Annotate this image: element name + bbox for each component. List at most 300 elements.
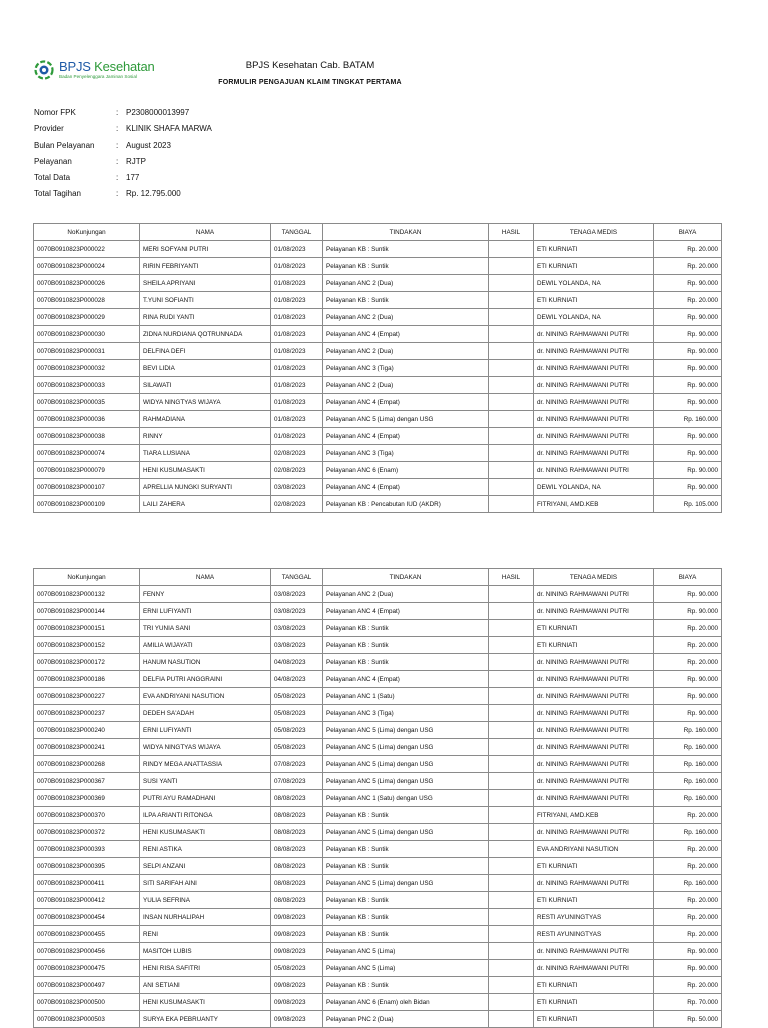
cell-tanggal: 09/08/2023 [271, 909, 323, 926]
cell-hasil [489, 326, 534, 343]
cell-tanggal: 01/08/2023 [271, 241, 323, 258]
cell-tenaga-medis: ETI KURNIATI [534, 977, 654, 994]
cell-tenaga-medis: RESTI AYUNINGTYAS [534, 926, 654, 943]
cell-hasil [489, 705, 534, 722]
cell-hasil [489, 909, 534, 926]
column-header-tindakan: TINDAKAN [323, 569, 489, 586]
cell-tanggal: 01/08/2023 [271, 292, 323, 309]
cell-no-kunjungan: 0070B0910823P000029 [34, 309, 140, 326]
cell-tanggal: 08/08/2023 [271, 824, 323, 841]
cell-nama: PUTRI AYU RAMADHANI [140, 790, 271, 807]
cell-biaya: Rp. 90.000 [654, 671, 722, 688]
cell-tenaga-medis: dr. NINING RAHMAWANI PUTRI [534, 343, 654, 360]
table-row [34, 790, 722, 807]
cell-no-kunjungan: 0070B0910823P000031 [34, 343, 140, 360]
table-row [34, 722, 722, 739]
table-header-row [34, 224, 722, 241]
cell-no-kunjungan: 0070B0910823P000369 [34, 790, 140, 807]
cell-hasil [489, 241, 534, 258]
table-row [34, 292, 722, 309]
cell-hasil [489, 292, 534, 309]
meta-value: 177 [126, 173, 140, 183]
table-row [34, 705, 722, 722]
cell-tindakan: Pelayanan ANC 5 (Lima) [323, 960, 489, 977]
meta-colon: : [116, 156, 119, 166]
column-header-tanggal: TANGGAL [271, 224, 323, 241]
cell-nama: HENI KUSUMASAKTI [140, 994, 271, 1011]
cell-hasil [489, 620, 534, 637]
cell-tindakan: Pelayanan ANC 4 (Empat) [323, 479, 489, 496]
table-row [34, 360, 722, 377]
cell-tindakan: Pelayanan KB : Suntik [323, 926, 489, 943]
table-row [34, 909, 722, 926]
cell-tenaga-medis: FITRIYANI, AMD.KEB [534, 496, 654, 513]
cell-tindakan: Pelayanan ANC 5 (Lima) dengan USG [323, 739, 489, 756]
cell-tanggal: 01/08/2023 [271, 343, 323, 360]
cell-tenaga-medis: dr. NINING RAHMAWANI PUTRI [534, 875, 654, 892]
cell-biaya: Rp. 20.000 [654, 909, 722, 926]
meta-label: Pelayanan [34, 156, 72, 166]
cell-hasil [489, 688, 534, 705]
cell-tenaga-medis: dr. NINING RAHMAWANI PUTRI [534, 756, 654, 773]
cell-hasil [489, 841, 534, 858]
cell-tanggal: 09/08/2023 [271, 994, 323, 1011]
claim-table-2 [33, 568, 722, 1028]
table-row [34, 943, 722, 960]
cell-tindakan: Pelayanan ANC 5 (Lima) dengan USG [323, 875, 489, 892]
column-header-no-kunjungan: NoKunjungan [34, 569, 140, 586]
cell-no-kunjungan: 0070B0910823P000038 [34, 428, 140, 445]
cell-tindakan: Pelayanan PNC 2 (Dua) [323, 1011, 489, 1028]
cell-tanggal: 08/08/2023 [271, 790, 323, 807]
column-header-nama: NAMA [140, 224, 271, 241]
table-row [34, 926, 722, 943]
table-row [34, 445, 722, 462]
cell-nama: LAILI ZAHERA [140, 496, 271, 513]
cell-tindakan: Pelayanan ANC 5 (Lima) [323, 943, 489, 960]
table-row [34, 892, 722, 909]
cell-tenaga-medis: dr. NINING RAHMAWANI PUTRI [534, 360, 654, 377]
cell-no-kunjungan: 0070B0910823P000370 [34, 807, 140, 824]
cell-tanggal: 08/08/2023 [271, 892, 323, 909]
cell-hasil [489, 343, 534, 360]
cell-tindakan: Pelayanan ANC 5 (Lima) dengan USG [323, 773, 489, 790]
cell-no-kunjungan: 0070B0910823P000036 [34, 411, 140, 428]
meta-value: P2308000013997 [126, 108, 190, 117]
meta-row [34, 189, 212, 205]
cell-nama: HANUM NASUTION [140, 654, 271, 671]
cell-hasil [489, 394, 534, 411]
cell-nama: SILAWATI [140, 377, 271, 394]
cell-tenaga-medis: ETI KURNIATI [534, 892, 654, 909]
meta-row [34, 157, 212, 173]
cell-tenaga-medis: dr. NINING RAHMAWANI PUTRI [534, 428, 654, 445]
column-header-biaya: BIAYA [654, 569, 722, 586]
cell-tindakan: Pelayanan ANC 3 (Tiga) [323, 445, 489, 462]
cell-hasil [489, 377, 534, 394]
cell-no-kunjungan: 0070B0910823P000132 [34, 586, 140, 603]
table-row [34, 275, 722, 292]
meta-value: KLINIK SHAFA MARWA [126, 124, 212, 134]
column-header-hasil: HASIL [489, 224, 534, 241]
meta-label: Provider [34, 124, 64, 134]
meta-colon: : [116, 108, 119, 117]
cell-no-kunjungan: 0070B0910823P000032 [34, 360, 140, 377]
cell-no-kunjungan: 0070B0910823P000074 [34, 445, 140, 462]
table-row [34, 637, 722, 654]
cell-no-kunjungan: 0070B0910823P000475 [34, 960, 140, 977]
cell-no-kunjungan: 0070B0910823P000240 [34, 722, 140, 739]
cell-hasil [489, 926, 534, 943]
table-row [34, 377, 722, 394]
cell-biaya: Rp. 160.000 [654, 739, 722, 756]
table-row [34, 586, 722, 603]
logo-wordmark: BPJS Kesehatan [59, 59, 155, 74]
table-row [34, 326, 722, 343]
cell-tindakan: Pelayanan ANC 4 (Empat) [323, 394, 489, 411]
cell-tanggal: 03/08/2023 [271, 479, 323, 496]
cell-biaya: Rp. 90.000 [654, 343, 722, 360]
cell-hasil [489, 637, 534, 654]
cell-tenaga-medis: ETI KURNIATI [534, 241, 654, 258]
cell-tanggal: 02/08/2023 [271, 445, 323, 462]
cell-no-kunjungan: 0070B0910823P000035 [34, 394, 140, 411]
cell-hasil [489, 654, 534, 671]
cell-no-kunjungan: 0070B0910823P000503 [34, 1011, 140, 1028]
cell-biaya: Rp. 90.000 [654, 377, 722, 394]
cell-tanggal: 05/08/2023 [271, 722, 323, 739]
meta-label: Bulan Pelayanan [34, 140, 95, 150]
cell-hasil [489, 807, 534, 824]
table-row [34, 739, 722, 756]
cell-tenaga-medis: dr. NINING RAHMAWANI PUTRI [534, 394, 654, 411]
cell-biaya: Rp. 20.000 [654, 637, 722, 654]
cell-biaya: Rp. 90.000 [654, 326, 722, 343]
cell-tenaga-medis: ETI KURNIATI [534, 637, 654, 654]
cell-nama: DELFINA DEFI [140, 343, 271, 360]
table-row [34, 654, 722, 671]
cell-tanggal: 03/08/2023 [271, 620, 323, 637]
meta-label: Total Tagihan [34, 189, 81, 199]
cell-biaya: Rp. 90.000 [654, 462, 722, 479]
table-row [34, 807, 722, 824]
cell-no-kunjungan: 0070B0910823P000372 [34, 824, 140, 841]
cell-tindakan: Pelayanan ANC 1 (Satu) [323, 688, 489, 705]
table-row [34, 841, 722, 858]
meta-colon: : [116, 140, 119, 150]
cell-tanggal: 04/08/2023 [271, 654, 323, 671]
cell-tanggal: 09/08/2023 [271, 943, 323, 960]
cell-tanggal: 05/08/2023 [271, 688, 323, 705]
cell-tindakan: Pelayanan ANC 3 (Tiga) [323, 705, 489, 722]
cell-tanggal: 05/08/2023 [271, 705, 323, 722]
table-row [34, 688, 722, 705]
cell-hasil [489, 858, 534, 875]
table-row [34, 858, 722, 875]
cell-nama: DELFIA PUTRI ANGGRAINI [140, 671, 271, 688]
meta-row [34, 173, 212, 189]
cell-tenaga-medis: DEWIL YOLANDA, NA [534, 479, 654, 496]
cell-tenaga-medis: dr. NINING RAHMAWANI PUTRI [534, 739, 654, 756]
cell-tindakan: Pelayanan KB : Suntik [323, 292, 489, 309]
table-row [34, 824, 722, 841]
cell-biaya: Rp. 90.000 [654, 688, 722, 705]
cell-tindakan: Pelayanan ANC 4 (Empat) [323, 326, 489, 343]
meta-colon: : [116, 124, 119, 134]
cell-nama: DEDEH SA'ADAH [140, 705, 271, 722]
cell-biaya: Rp. 160.000 [654, 756, 722, 773]
cell-no-kunjungan: 0070B0910823P000393 [34, 841, 140, 858]
table-row [34, 671, 722, 688]
cell-biaya: Rp. 90.000 [654, 705, 722, 722]
cell-biaya: Rp. 70.000 [654, 994, 722, 1011]
cell-biaya: Rp. 160.000 [654, 824, 722, 841]
table-row [34, 394, 722, 411]
cell-tenaga-medis: dr. NINING RAHMAWANI PUTRI [534, 326, 654, 343]
cell-tindakan: Pelayanan ANC 4 (Empat) [323, 428, 489, 445]
cell-biaya: Rp. 90.000 [654, 943, 722, 960]
cell-tanggal: 01/08/2023 [271, 428, 323, 445]
cell-hasil [489, 496, 534, 513]
branch-title: BPJS Kesehatan Cab. BATAM [245, 60, 375, 71]
cell-no-kunjungan: 0070B0910823P000172 [34, 654, 140, 671]
cell-tindakan: Pelayanan KB : Suntik [323, 977, 489, 994]
table-row [34, 411, 722, 428]
cell-biaya: Rp. 90.000 [654, 445, 722, 462]
cell-nama: BEVI LIDIA [140, 360, 271, 377]
column-header-tenaga-medis: TENAGA MEDIS [534, 224, 654, 241]
cell-tanggal: 01/08/2023 [271, 258, 323, 275]
cell-hasil [489, 994, 534, 1011]
cell-nama: ZIDNA NURDIANA QOTRUNNADA [140, 326, 271, 343]
cell-tindakan: Pelayanan ANC 6 (Enam) [323, 462, 489, 479]
cell-hasil [489, 479, 534, 496]
cell-hasil [489, 943, 534, 960]
cell-no-kunjungan: 0070B0910823P000144 [34, 603, 140, 620]
cell-tindakan: Pelayanan KB : Suntik [323, 637, 489, 654]
table-row [34, 977, 722, 994]
cell-no-kunjungan: 0070B0910823P000411 [34, 875, 140, 892]
cell-nama: SITI SARIFAH AINI [140, 875, 271, 892]
cell-tenaga-medis: dr. NINING RAHMAWANI PUTRI [534, 411, 654, 428]
cell-tanggal: 07/08/2023 [271, 756, 323, 773]
cell-no-kunjungan: 0070B0910823P000227 [34, 688, 140, 705]
cell-no-kunjungan: 0070B0910823P000028 [34, 292, 140, 309]
cell-tanggal: 01/08/2023 [271, 360, 323, 377]
cell-nama: EVA ANDRIYANI NASUTION [140, 688, 271, 705]
meta-value: August 2023 [126, 140, 171, 150]
cell-tindakan: Pelayanan KB : Suntik [323, 620, 489, 637]
cell-tenaga-medis: DEWIL YOLANDA, NA [534, 309, 654, 326]
column-header-no-kunjungan: NoKunjungan [34, 224, 140, 241]
cell-nama: WIDYA NINGTYAS WIJAYA [140, 394, 271, 411]
cell-tindakan: Pelayanan ANC 2 (Dua) [323, 309, 489, 326]
meta-colon: : [116, 173, 119, 183]
cell-hasil [489, 360, 534, 377]
cell-hasil [489, 445, 534, 462]
cell-hasil [489, 1011, 534, 1028]
table-row [34, 1011, 722, 1028]
cell-tindakan: Pelayanan KB : Suntik [323, 807, 489, 824]
cell-nama: RIRIN FEBRIYANTI [140, 258, 271, 275]
cell-tindakan: Pelayanan ANC 6 (Enam) oleh Bidan [323, 994, 489, 1011]
cell-biaya: Rp. 20.000 [654, 858, 722, 875]
cell-no-kunjungan: 0070B0910823P000151 [34, 620, 140, 637]
cell-hasil [489, 892, 534, 909]
cell-hasil [489, 773, 534, 790]
cell-tenaga-medis: dr. NINING RAHMAWANI PUTRI [534, 671, 654, 688]
cell-tindakan: Pelayanan ANC 5 (Lima) dengan USG [323, 411, 489, 428]
cell-tenaga-medis: dr. NINING RAHMAWANI PUTRI [534, 688, 654, 705]
table-row [34, 620, 722, 637]
table-row [34, 994, 722, 1011]
table-row [34, 479, 722, 496]
cell-tindakan: Pelayanan ANC 2 (Dua) [323, 377, 489, 394]
cell-tanggal: 01/08/2023 [271, 275, 323, 292]
meta-row [34, 108, 212, 124]
cell-biaya: Rp. 160.000 [654, 790, 722, 807]
table-row [34, 496, 722, 513]
claim-table-1 [33, 223, 722, 513]
cell-tenaga-medis: dr. NINING RAHMAWANI PUTRI [534, 773, 654, 790]
cell-tenaga-medis: ETI KURNIATI [534, 620, 654, 637]
cell-nama: AMILIA WIJAYATI [140, 637, 271, 654]
cell-tanggal: 02/08/2023 [271, 462, 323, 479]
cell-tanggal: 07/08/2023 [271, 773, 323, 790]
table-row [34, 875, 722, 892]
cell-biaya: Rp. 90.000 [654, 479, 722, 496]
cell-nama: HENI KUSUMASAKTI [140, 824, 271, 841]
cell-tenaga-medis: ETI KURNIATI [534, 292, 654, 309]
form-title: FORMULIR PENGAJUAN KLAIM TINGKAT PERTAMA [218, 79, 402, 86]
cell-no-kunjungan: 0070B0910823P000024 [34, 258, 140, 275]
cell-tanggal: 08/08/2023 [271, 841, 323, 858]
cell-tanggal: 01/08/2023 [271, 309, 323, 326]
cell-tenaga-medis: dr. NINING RAHMAWANI PUTRI [534, 603, 654, 620]
cell-tenaga-medis: dr. NINING RAHMAWANI PUTRI [534, 445, 654, 462]
cell-biaya: Rp. 20.000 [654, 292, 722, 309]
cell-tindakan: Pelayanan ANC 4 (Empat) [323, 603, 489, 620]
cell-hasil [489, 960, 534, 977]
cell-biaya: Rp. 90.000 [654, 394, 722, 411]
cell-nama: RAHMADIANA [140, 411, 271, 428]
cell-biaya: Rp. 90.000 [654, 428, 722, 445]
table-row [34, 428, 722, 445]
cell-nama: ERNI LUFIYANTI [140, 603, 271, 620]
cell-nama: SUSI YANTI [140, 773, 271, 790]
cell-tindakan: Pelayanan ANC 5 (Lima) dengan USG [323, 756, 489, 773]
cell-biaya: Rp. 105.000 [654, 496, 722, 513]
cell-nama: WIDYA NINGTYAS WIJAYA [140, 739, 271, 756]
cell-no-kunjungan: 0070B0910823P000367 [34, 773, 140, 790]
cell-tenaga-medis: dr. NINING RAHMAWANI PUTRI [534, 462, 654, 479]
cell-tindakan: Pelayanan ANC 2 (Dua) [323, 586, 489, 603]
cell-biaya: Rp. 160.000 [654, 722, 722, 739]
cell-no-kunjungan: 0070B0910823P000241 [34, 739, 140, 756]
cell-tanggal: 03/08/2023 [271, 603, 323, 620]
column-header-biaya: BIAYA [654, 224, 722, 241]
cell-tindakan: Pelayanan ANC 1 (Satu) dengan USG [323, 790, 489, 807]
meta-label: Total Data [34, 173, 71, 183]
cell-tenaga-medis: EVA ANDRIYANI NASUTION [534, 841, 654, 858]
cell-tenaga-medis: dr. NINING RAHMAWANI PUTRI [534, 960, 654, 977]
cell-tindakan: Pelayanan KB : Suntik [323, 909, 489, 926]
cell-tanggal: 08/08/2023 [271, 807, 323, 824]
cell-hasil [489, 756, 534, 773]
cell-no-kunjungan: 0070B0910823P000412 [34, 892, 140, 909]
cell-tenaga-medis: RESTI AYUNINGTYAS [534, 909, 654, 926]
cell-tindakan: Pelayanan KB : Pencabutan IUD (AKDR) [323, 496, 489, 513]
cell-nama: HENI RISA SAFITRI [140, 960, 271, 977]
cell-tindakan: Pelayanan KB : Suntik [323, 241, 489, 258]
cell-tenaga-medis: FITRIYANI, AMD.KEB [534, 807, 654, 824]
cell-tanggal: 01/08/2023 [271, 394, 323, 411]
cell-tanggal: 05/08/2023 [271, 960, 323, 977]
cell-nama: APRELLIA NUNGKI SURYANTI [140, 479, 271, 496]
cell-tindakan: Pelayanan ANC 2 (Dua) [323, 343, 489, 360]
cell-biaya: Rp. 90.000 [654, 960, 722, 977]
cell-no-kunjungan: 0070B0910823P000395 [34, 858, 140, 875]
cell-biaya: Rp. 50.000 [654, 1011, 722, 1028]
cell-tanggal: 05/08/2023 [271, 739, 323, 756]
cell-nama: ANI SETIANI [140, 977, 271, 994]
cell-nama: SELPI ANZANI [140, 858, 271, 875]
cell-tenaga-medis: ETI KURNIATI [534, 994, 654, 1011]
cell-tanggal: 02/08/2023 [271, 496, 323, 513]
cell-biaya: Rp. 20.000 [654, 807, 722, 824]
meta-value: RJTP [126, 156, 146, 166]
cell-tindakan: Pelayanan KB : Suntik [323, 858, 489, 875]
cell-biaya: Rp. 20.000 [654, 241, 722, 258]
cell-no-kunjungan: 0070B0910823P000497 [34, 977, 140, 994]
cell-tanggal: 08/08/2023 [271, 875, 323, 892]
cell-hasil [489, 411, 534, 428]
cell-tanggal: 09/08/2023 [271, 977, 323, 994]
cell-tindakan: Pelayanan KB : Suntik [323, 841, 489, 858]
table-row [34, 343, 722, 360]
cell-nama: ILPA ARIANTI RITONGA [140, 807, 271, 824]
cell-tindakan: Pelayanan KB : Suntik [323, 654, 489, 671]
column-header-tindakan: TINDAKAN [323, 224, 489, 241]
cell-no-kunjungan: 0070B0910823P000456 [34, 943, 140, 960]
cell-no-kunjungan: 0070B0910823P000026 [34, 275, 140, 292]
cell-biaya: Rp. 90.000 [654, 586, 722, 603]
cell-hasil [489, 258, 534, 275]
cell-nama: RINA RUDI YANTI [140, 309, 271, 326]
cell-hasil [489, 428, 534, 445]
cell-nama: SHEILA APRIYANI [140, 275, 271, 292]
meta-colon: : [116, 189, 119, 199]
cell-hasil [489, 462, 534, 479]
cell-no-kunjungan: 0070B0910823P000033 [34, 377, 140, 394]
cell-tanggal: 08/08/2023 [271, 858, 323, 875]
table-row [34, 241, 722, 258]
cell-hasil [489, 977, 534, 994]
cell-no-kunjungan: 0070B0910823P000500 [34, 994, 140, 1011]
cell-no-kunjungan: 0070B0910823P000152 [34, 637, 140, 654]
cell-tindakan: Pelayanan ANC 5 (Lima) dengan USG [323, 722, 489, 739]
cell-tenaga-medis: ETI KURNIATI [534, 858, 654, 875]
cell-biaya: Rp. 160.000 [654, 773, 722, 790]
table-row [34, 773, 722, 790]
cell-tindakan: Pelayanan ANC 2 (Dua) [323, 275, 489, 292]
cell-nama: ERNI LUFIYANTI [140, 722, 271, 739]
cell-biaya: Rp. 90.000 [654, 309, 722, 326]
cell-nama: INSAN NURHALIPAH [140, 909, 271, 926]
claim-metadata [34, 108, 212, 206]
cell-biaya: Rp. 160.000 [654, 875, 722, 892]
cell-hasil [489, 722, 534, 739]
